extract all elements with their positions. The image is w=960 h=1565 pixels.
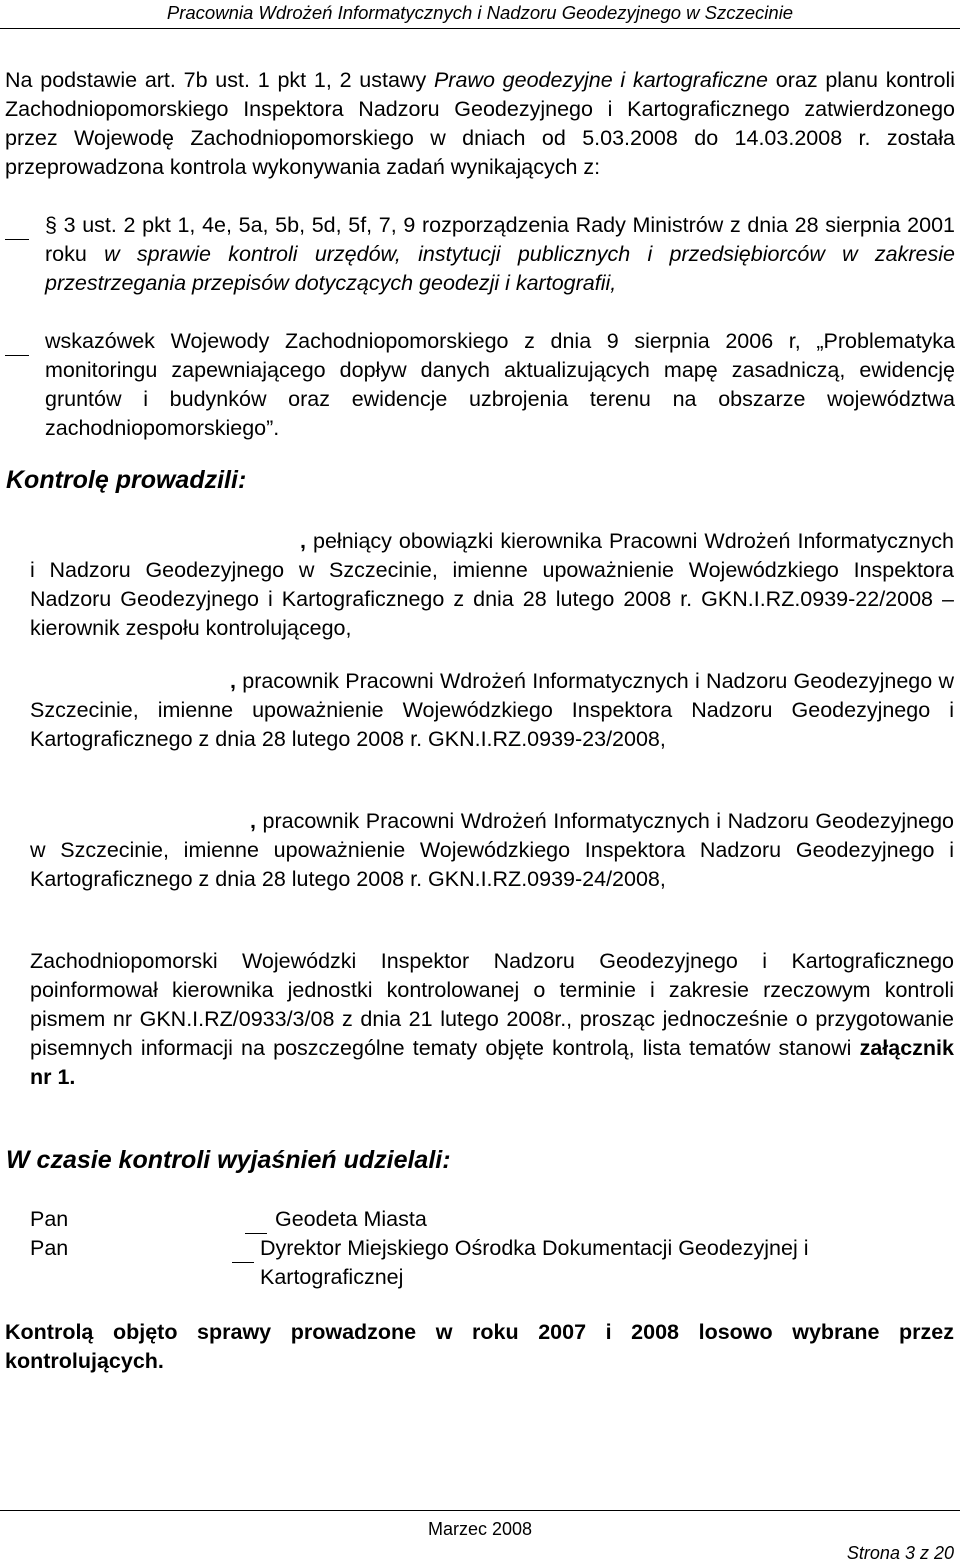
controller-2-comma: , <box>230 669 236 693</box>
intro-text-b: oraz planu kontroli Zachodniopomorskiego Inspektora Nadzoru Geodezyjnego i Kartograficznego zatwierdzonego przez Wojewodę Zachodniopomorskiego w dniach od 5.03.2008 do 14.03.2008 r. została przeprowadzona kontrola wykonywania zadań wynikających z: <box>5 68 955 179</box>
controller-1-comma: , <box>300 529 306 553</box>
explainer-2-dash <box>232 1249 254 1274</box>
controller-2-paragraph <box>30 667 954 754</box>
notification-paragraph <box>30 947 954 1092</box>
controller-1-text: pełniący obowiązki kierownika Pracowni Wdrożeń Informatycznych i Nadzoru Geodezyjnego w Szczecinie, imienne upoważnienie Wojewódzkiego Inspektora Nadzoru Geodezyjnego i Kartograficznego z dnia 28 lutego 2008 r. GKN.I.RZ.0939-22/2008 – kierownik zespołu kontrolującego, <box>30 529 954 640</box>
list-item-1-text: § 3 ust. 2 pkt 1, 4e, 5a, 5b, 5d, 5f, 7, 9 rozporządzenia Rady Ministrów z dnia 28 sierpnia 2001 roku <box>45 213 955 266</box>
controller-3-comma: , <box>250 809 256 833</box>
footer-divider <box>0 1510 960 1511</box>
page-header: Pracownia Wdrożeń Informatycznych i Nadzoru Geodezyjnego w Szczecinie <box>166 2 794 23</box>
list-item-1 <box>45 211 955 298</box>
footer-page-number: Strona 3 z 20 <box>846 1543 954 1563</box>
list-dash-1 <box>5 226 29 251</box>
intro-law-title: Prawo geodezyjne i kartograficzne <box>433 68 768 92</box>
explainer-1-label: Pan <box>30 1207 69 1231</box>
scope-summary: Kontrolą objęto sprawy prowadzone w roku 2007 i 2008 losowo wybrane przez kontrolujących. <box>5 1320 954 1373</box>
intro-paragraph <box>5 66 955 182</box>
controller-1-paragraph <box>30 527 954 643</box>
notification-text: Zachodniopomorski Wojewódzki Inspektor Nadzoru Geodezyjnego i Kartograficznego poinformował kierownika jednostki kontrolowanej o terminie i zakresie rzeczowym kontroli pismem nr GKN.I.RZ/0933/3/08 z dnia 21 lutego 2008r., prosząc jednocześnie o przygotowanie pisemnych informacji na poszczególne tematy objęte kontrolą, lista tematów stanowi <box>30 949 954 1060</box>
section-heading-controllers: Kontrolę prowadzili: <box>6 466 247 494</box>
explainer-2-label: Pan <box>30 1236 69 1260</box>
intro-text-a: Na podstawie art. 7b ust. 1 pkt 1, 2 ustawy <box>5 68 434 92</box>
list-dash-2 <box>5 342 29 367</box>
legal-basis-list <box>5 211 960 441</box>
explainer-2-role-cont: Kartograficznej <box>260 1265 404 1289</box>
list-item-1-italic: w sprawie kontroli urzędów, instytucji publicznych i przedsiębiorców w zakresie przestrzegania przepisów dotyczących geodezji i kartografii, <box>45 242 955 295</box>
list-item-2: wskazówek Wojewody Zachodniopomorskiego z dnia 9 sierpnia 2006 r, „Problematyka monitoringu zapewniającego dopływ danych aktualizujących mapę zasadniczą, ewidencję gruntów i budynków oraz ewidencje uzbrojenia terenu na obszarze województwa zachodniopomorskiego”. <box>45 329 955 440</box>
header-divider <box>0 28 960 29</box>
explainer-1-role: Geodeta Miasta <box>275 1207 427 1231</box>
controller-3-text: pracownik Pracowni Wdrożeń Informatycznych i Nadzoru Geodezyjnego w Szczecinie, imienne upoważnienie Wojewódzkiego Inspektora Nadzoru Geodezyjnego i Kartograficznego z dnia 28 lutego 2008 r. GKN.I.RZ.0939-24/2008, <box>30 809 954 891</box>
explainer-2-role: Dyrektor Miejskiego Ośrodka Dokumentacji Geodezyjnej i <box>260 1236 809 1260</box>
footer-date: Marzec 2008 <box>427 1519 533 1539</box>
controller-2-text: pracownik Pracowni Wdrożeń Informatycznych i Nadzoru Geodezyjnego w Szczecinie, imienne upoważnienie Wojewódzkiego Inspektora Nadzoru Geodezyjnego i Kartograficznego z dnia 28 lutego 2008 r. GKN.I.RZ.0939-23/2008, <box>30 669 954 751</box>
controller-3-paragraph <box>30 807 954 894</box>
section-heading-explanations: W czasie kontroli wyjaśnień udzielali: <box>6 1146 451 1174</box>
attachment-reference: załącznik nr 1. <box>30 1036 954 1089</box>
